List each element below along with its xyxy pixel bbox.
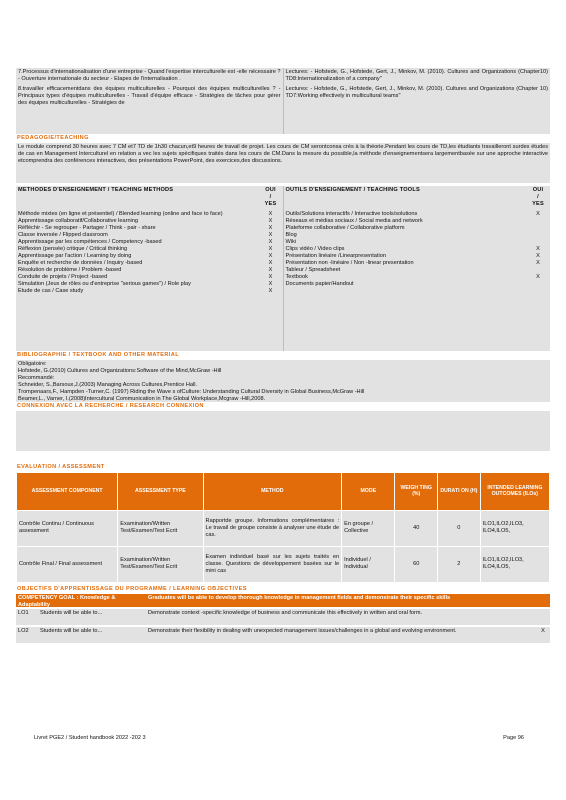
tools-item [286,260,545,267]
assessment-duration: 2 [438,546,481,582]
tools-item-label: Présentation linéaire /Linearpresentation [285,252,386,259]
methods-item-mark: X [268,245,273,252]
bib-recommande-label: Recommandé: [18,374,55,381]
bib-recommended-ref-3: Beamer,L., Varner, I.(2008)Intercultural Communication in The Global Workplace,Mcgraw -Hill,2008. [18,395,266,402]
objectives-list [16,607,550,643]
footer [34,735,524,742]
tools-item-mark [532,267,544,274]
methods-item-mark: X [268,273,273,280]
tools-item [286,239,545,246]
sessions-block [16,68,550,134]
tools-item [286,274,545,281]
methods-column [16,186,283,351]
methods-item-label: Simulation (Jeux de rôles ou d'entreprise "serious games") / Role play [18,280,191,287]
bib-obligatoire-label: Obligatoire: [18,360,47,367]
methods-item-mark: X [268,287,273,294]
methods-list [18,211,277,295]
assessment-ilos: ILO1,ILO2,ILO3, ILO4,ILO5, [480,510,549,546]
col-type: ASSESSMENT TYPE [118,472,203,510]
bib-recommended-ref-1: Schneider, S.,Barsoux,J.(2003) Managing Across Cultures,Prentice Hall. [18,381,198,388]
tools-item-label: Tableur / Spreadsheet [285,266,341,273]
methods-item-label: Conduite de projets / Project -based [18,273,108,280]
lo-code: LO2 [18,627,29,634]
col-duration: DURATI ON (H) [438,472,481,510]
table-row [17,546,550,582]
methods-item-label: Apprentissage par l'action / Learning by doing [18,252,132,259]
tools-item-label: Réseaux et médias sociaux / Social media and network [285,217,423,224]
tools-item [286,246,545,253]
methods-item-mark: X [268,266,273,273]
methods-item [18,211,277,218]
tools-item-label: Wiki [285,238,297,245]
col-ilos: INTENDED LEARNING OUTCOMES (ILOs) [480,472,549,510]
methods-item-label: Réflexion (pensée) critique / Critical thinking [18,245,128,252]
evaluation-title: EVALUATION / ASSESSMENT [17,463,105,470]
methods-item [18,267,277,274]
methods-item-mark: X [268,238,273,245]
assessment-mode: En groupe / Collective [342,510,395,546]
tools-item-mark: X [536,252,540,259]
pedagogie-title: PEDAGOGIE/TEACHING [17,135,89,141]
methods-header: METHODES D'ENSEIGNEMENT / TEACHING METHODS [18,186,174,193]
assessment-method: Rapportde groupe. Informations complémentaires : Le travail de groupe consiste à analyser une étude de cas. [203,510,342,546]
methods-item [18,218,277,225]
lecture-7-text: Lectures: - Hofstede, G., Hofstede, Gert, J., Minkov, M. (2010). Cultures and Organizations (Chapter10) TD8:Internationalization of a company" [285,69,548,82]
methods-item-label: Réfléchir - Se regrouper - Partager / Think - pair - share [18,224,156,231]
methods-item-label: Apprentissage par les compétences / Competency -based [18,238,162,245]
tools-item-label: Clips vidéo / Video clips [285,245,345,252]
methods-item-label: Résolution de problème / Problem -based [18,266,122,273]
tools-item-mark: X [536,273,540,280]
methods-item-label: Etude de cas / Case study [18,287,84,294]
col-method: METHOD [203,472,342,510]
research-block [16,411,550,451]
session-8-text: 8.travailler efficacementdans des équipes multiculturelles - Pourquoi des équipes multiculturelles ? - Principaux types d'équipes multiculturelles - Travail d'équipe efficace - Stratégies de tâches pour gérer des équipes multiculturelles - Stratégies de [18,85,281,106]
tools-yes-header: OUI / YES [532,186,544,207]
lo-mark [536,609,550,625]
methods-item [18,281,277,288]
assessment-type: Examination/Written Test/Examen/Test Ecrit [118,510,203,546]
tools-item-mark [532,281,544,288]
methods-item [18,288,277,295]
tools-item-mark: X [536,245,540,252]
evaluation-body [17,510,550,582]
competency-goal-label: COMPETENCY GOAL : Knowledge & Adaptability [18,594,116,608]
objectives-title: OBJECTIFS D'APPRENTISSAGE DU PROGRAMME / LEARNING OBJECTIVES [17,585,247,592]
tools-item [286,281,545,288]
tools-item [286,218,545,225]
methods-item-label: Apprentissage collaboratif/Collaborative learning [18,217,139,224]
methods-item-mark: X [268,231,273,238]
tools-item-label: Présentation non -linéaire / Non -linear presentation [285,259,414,266]
methods-item-label: Méthode mixtes (en ligne et présentiel) / Blended learning (online and face to face) [18,210,223,217]
methods-item-mark: X [268,217,273,224]
spacer [16,451,550,463]
tools-item-mark [532,232,544,239]
methods-item [18,274,277,281]
tools-item-mark [532,225,544,232]
assessment-weight: 60 [395,546,438,582]
tools-header-row [286,187,545,208]
assessment-weight: 40 [395,510,438,546]
tools-item [286,211,545,218]
bib-required-ref: Hofstede, G.(2010) Cultures and Organizations:Software of the Mind,McGraw -Hill [18,367,222,374]
competency-goal-row [16,594,550,607]
tools-item-label: Textbook [285,273,308,280]
assessment-type: Examination/Written Test/Examen/Test Ecrit [118,546,203,582]
list-item [16,625,550,643]
lo-label: Students will be able to... [40,609,103,616]
content [16,68,550,643]
sessions-left [16,68,283,134]
col-component: ASSESSMENT COMPONENT [17,472,118,510]
tools-item-mark: X [536,259,540,266]
assessment-duration: 0 [438,510,481,546]
tools-list [286,211,545,288]
methods-header-row [18,187,277,208]
methods-yes-header: OUI / YES [264,186,277,207]
methods-item [18,232,277,239]
table-row [17,510,550,546]
competency-goal-text: Graduates will be able to develop thorough knowledge in management fields and demonstrate their specific skills [148,594,451,601]
lecture-8-text: Lectures: - Hofstede, G., Hofstede, Gert, J., Minkov, M. (2010). Cultures and Organizations (Chapter 10) TD7:Working effectively in multicultural teams" [285,85,548,99]
methods-item-mark: X [268,280,273,287]
tools-item [286,253,545,260]
methods-item-label: Enquête et recherche de données / Inquiry -based [18,259,143,266]
tools-item [286,267,545,274]
lo-text: Demonstrate their flexibility in dealing with unexpected management issues/challenges in a global and evolving environment. [148,627,457,634]
tools-item [286,232,545,239]
tools-item-mark [532,218,544,225]
pedagogie-text: Le module comprend 30 heures avec 7 CM et7 TD de 1h30 chacun,et9 heures de travail de projet. Les cours de CM serontconsa crés à la théorie.Pendant les cours de TD,les étudiants travailleront surdes études de cas en Management Interculturel en relation a vec les sujets spécifiques traités dans les cours de CM.Dans la mesure du possible,la méthode d'enseignementsera largementbasée sur une approche interactive etcomprendra des conférences interactives, des présentations PowerPoint, des exercices,des discussions. [16,143,550,183]
col-weight: WEIGH TING (%) [395,472,438,510]
lo-text: Demonstrate context -specific knowledge of business and communicate this effectively in written and oral form. [148,609,423,616]
col-mode: MODE [342,472,395,510]
tools-header: OUTILS D'ENSEIGNEMENT / TEACHING TOOLS [285,186,420,193]
tools-item-label: Plateforme collaborative / Collaborative platform [285,224,405,231]
session-7-text: 7.Processus d'internationalisation d'une entreprise - Quand l'expertise interculturelle est -elle nécessaire ? - Ouverture internationale du secteur - Etapes de l'internalisation . [18,69,281,82]
tools-item-mark [532,239,544,246]
tools-column [283,186,551,351]
methods-item-label: Classe inversée / Flipped classroom [18,231,108,238]
methods-item-mark: X [268,252,273,259]
methods-item [18,225,277,232]
evaluation-table [16,472,550,583]
tools-item-label: Blog [285,231,297,238]
assessment-component: Contrôle Final / Final assessment [17,546,118,582]
assessment-component: Contrôle Continu / Continuous assessment [17,510,118,546]
sessions-right [283,68,551,134]
bib-recommended-ref-2: Trompenaars,F., Hampden -Turner,C. (1997) Riding the Wave s ofCulture: Understanding Cultural Diversity in Global Business,McGraw -Hill [18,388,365,395]
evaluation-header-row [17,472,550,510]
tools-item [286,225,545,232]
bibliography-title: BIBLIOGRAPHIE / TEXTBOOK AND OTHER MATERIAL [17,351,180,358]
lo-label: Students will be able to... [40,627,103,634]
tools-item-label: Outils/Solutions interactifs / Interactive tools/solutions [285,210,418,217]
methods-item-mark: X [268,259,273,266]
list-item [16,607,550,625]
methods-item [18,260,277,267]
research-title: CONNEXION AVEC LA RECHERCHE / RESEARCH CONNEXION [17,402,204,409]
methods-item [18,239,277,246]
lo-code: LO1 [18,609,29,616]
methods-tools-block [16,186,550,351]
methods-item-mark: X [268,210,273,217]
tools-item-label: Documents papier/Handout [285,280,354,287]
assessment-method: Examen individuel basé sur les sujets traités en classe. Questions de développement basées sur le mini cas [203,546,342,582]
assessment-mode: Individuel / Individual [342,546,395,582]
lo-mark: X [541,627,545,634]
methods-item [18,253,277,260]
tools-item-mark: X [536,210,540,217]
methods-item-mark: X [268,224,273,231]
footer-page-number: Page 96 [503,735,524,741]
footer-handbook: Livret PGE2 / Student handbook 2022 -202 3 [34,735,146,741]
assessment-ilos: ILO1,ILO2,ILO3, ILO4,ILO5, [480,546,549,582]
bibliography-block [16,360,550,402]
methods-item [18,246,277,253]
